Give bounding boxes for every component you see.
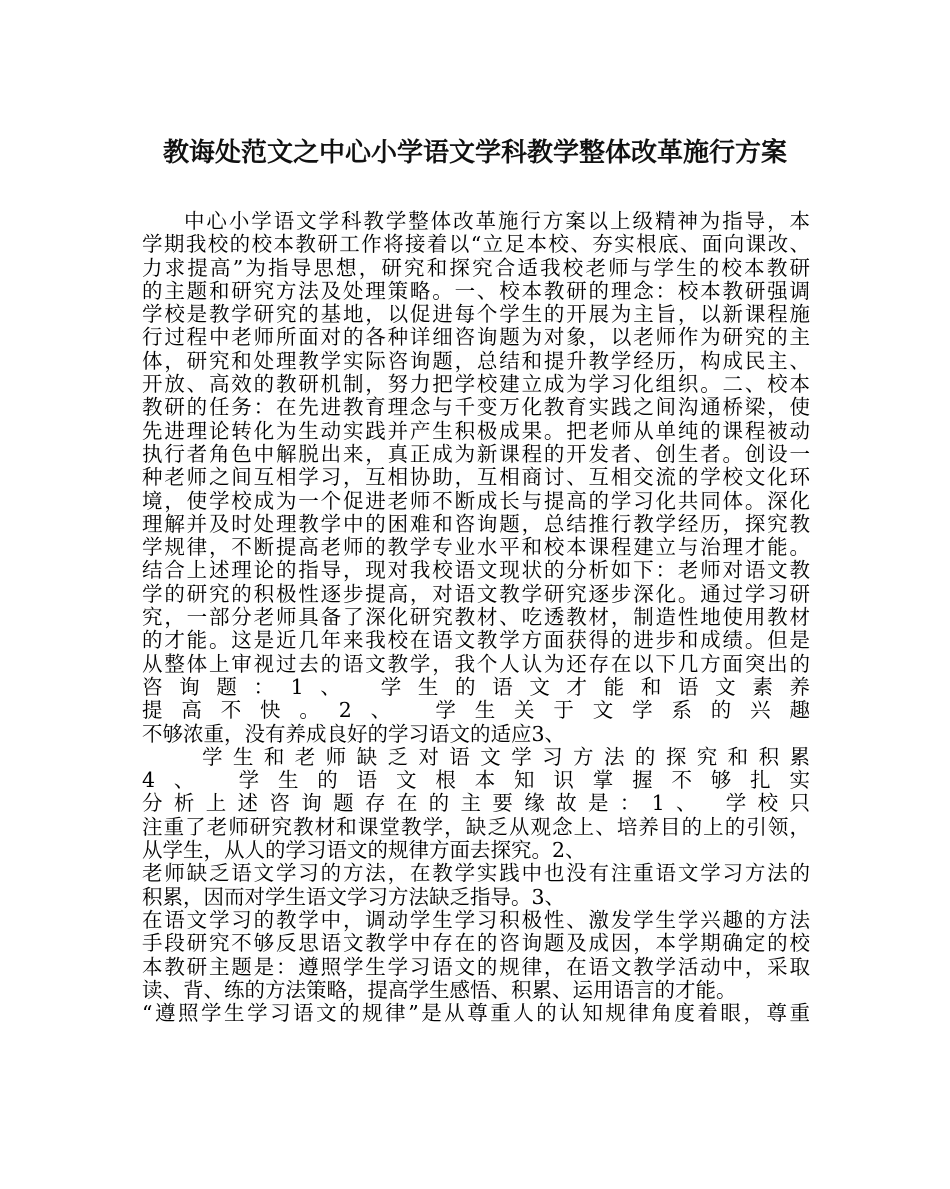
body-line: 先进理论转化为生动实践并产生积极成果。把老师从单纯的课程被动 bbox=[142, 419, 810, 443]
body-line: 教研的任务：在先进教育理念与千变万化教育实践之间沟通桥梁，使 bbox=[142, 396, 810, 420]
body-line: 本教研主题是：遵照学生学习语文的规律，在语文教学活动中，采取 bbox=[142, 955, 810, 979]
body-line: 学期我校的校本教研工作将接着以“立足本校、夯实根底、面向课改、 bbox=[142, 233, 810, 257]
body-line: 境，使学校成为一个促进老师不断成长与提高的学习化共同体。深化 bbox=[142, 489, 810, 513]
body-line: 中心小学语文学科教学整体改革施行方案以上级精神为指导，本 bbox=[184, 210, 810, 233]
body-line: 学生和老师缺乏对语文学习方法的探究和积累 bbox=[202, 745, 810, 769]
body-line: 老师缺乏语文学习的方法，在教学实践中也没有注重语文学习方法的 bbox=[142, 862, 810, 886]
body-line: 不够浓重，没有养成良好的学习语文的适应3、 bbox=[142, 722, 566, 746]
document-body bbox=[142, 210, 810, 1025]
body-line: 学校是教学研究的基地，以促进每个学生的开展为主旨，以新课程施 bbox=[142, 303, 810, 327]
document-title: 教诲处范文之中心小学语文学科教学整体改革施行方案 bbox=[162, 138, 787, 168]
body-line: 读、背、练的方法策略，提高学生感悟、积累、运用语言的才能。 bbox=[142, 978, 737, 1002]
body-line: 提高不快。2、 学生关于文学系的兴趣 bbox=[142, 699, 810, 723]
body-line: 在语文学习的教学中，调动学生学习积极性、激发学生学兴趣的方法 bbox=[142, 908, 810, 932]
body-line: 的主题和研究方法及处理策略。一、校本教研的理念：校本教研强调 bbox=[142, 279, 810, 303]
body-line: 力求提高”为指导思想，研究和探究合适我校老师与学生的校本教研 bbox=[142, 256, 810, 280]
body-line: 手段研究不够反思语文教学中存在的咨询题及成因，本学期确定的校 bbox=[142, 932, 810, 956]
body-line: 究，一部分老师具备了深化研究教材、吃透教材，制造性地使用教材 bbox=[142, 606, 810, 630]
body-line: 咨询题：1、 学生的语文才能和语文素养 bbox=[142, 675, 810, 699]
body-line: 体，研究和处理教学实际咨询题，总结和提升教学经历，构成民主、 bbox=[142, 349, 810, 373]
body-line: 的才能。这是近几年来我校在语文教学方面获得的进步和成绩。但是 bbox=[142, 629, 810, 653]
body-line: 从学生，从人的学习语文的规律方面去探究。2、 bbox=[142, 839, 586, 863]
body-line: 执行者角色中解脱出来，真正成为新课程的开发者、创生者。创设一 bbox=[142, 442, 810, 466]
body-line: 积累，因而对学生语文学习方法缺乏指导。3、 bbox=[142, 885, 566, 909]
body-line: 注重了老师研究教材和课堂教学，缺乏从观念上、培养目的上的引领， bbox=[142, 815, 810, 839]
body-line: 分析上述咨询题存在的主要缘故是：1、 学校只 bbox=[142, 792, 810, 816]
body-line: 学的研究的积极性逐步提高，对语文教学研究逐步深化。通过学习研 bbox=[142, 582, 810, 606]
body-line: 从整体上审视过去的语文教学，我个人认为还存在以下几方面突出的 bbox=[142, 652, 810, 676]
body-line: 结合上述理论的指导，现对我校语文现状的分析如下：老师对语文教 bbox=[142, 559, 810, 583]
body-line: 学规律，不断提高老师的教学专业水平和校本课程建立与治理才能。 bbox=[142, 536, 810, 560]
body-line: 种老师之间互相学习，互相协助，互相商讨、互相交流的学校文化环 bbox=[142, 466, 810, 490]
body-line: 理解并及时处理教学中的困难和咨询题，总结推行教学经历，探究教 bbox=[142, 512, 810, 536]
body-line: 行过程中老师所面对的各种详细咨询题为对象，以老师作为研究的主 bbox=[142, 326, 810, 350]
body-line: “遵照学生学习语文的规律”是从尊重人的认知规律角度着眼，尊重 bbox=[142, 1002, 810, 1026]
body-line: 开放、高效的教研机制，努力把学校建立成为学习化组织。二、校本 bbox=[142, 373, 810, 397]
body-line: 4、 学生的语文根本知识掌握不够扎实 bbox=[142, 769, 810, 793]
